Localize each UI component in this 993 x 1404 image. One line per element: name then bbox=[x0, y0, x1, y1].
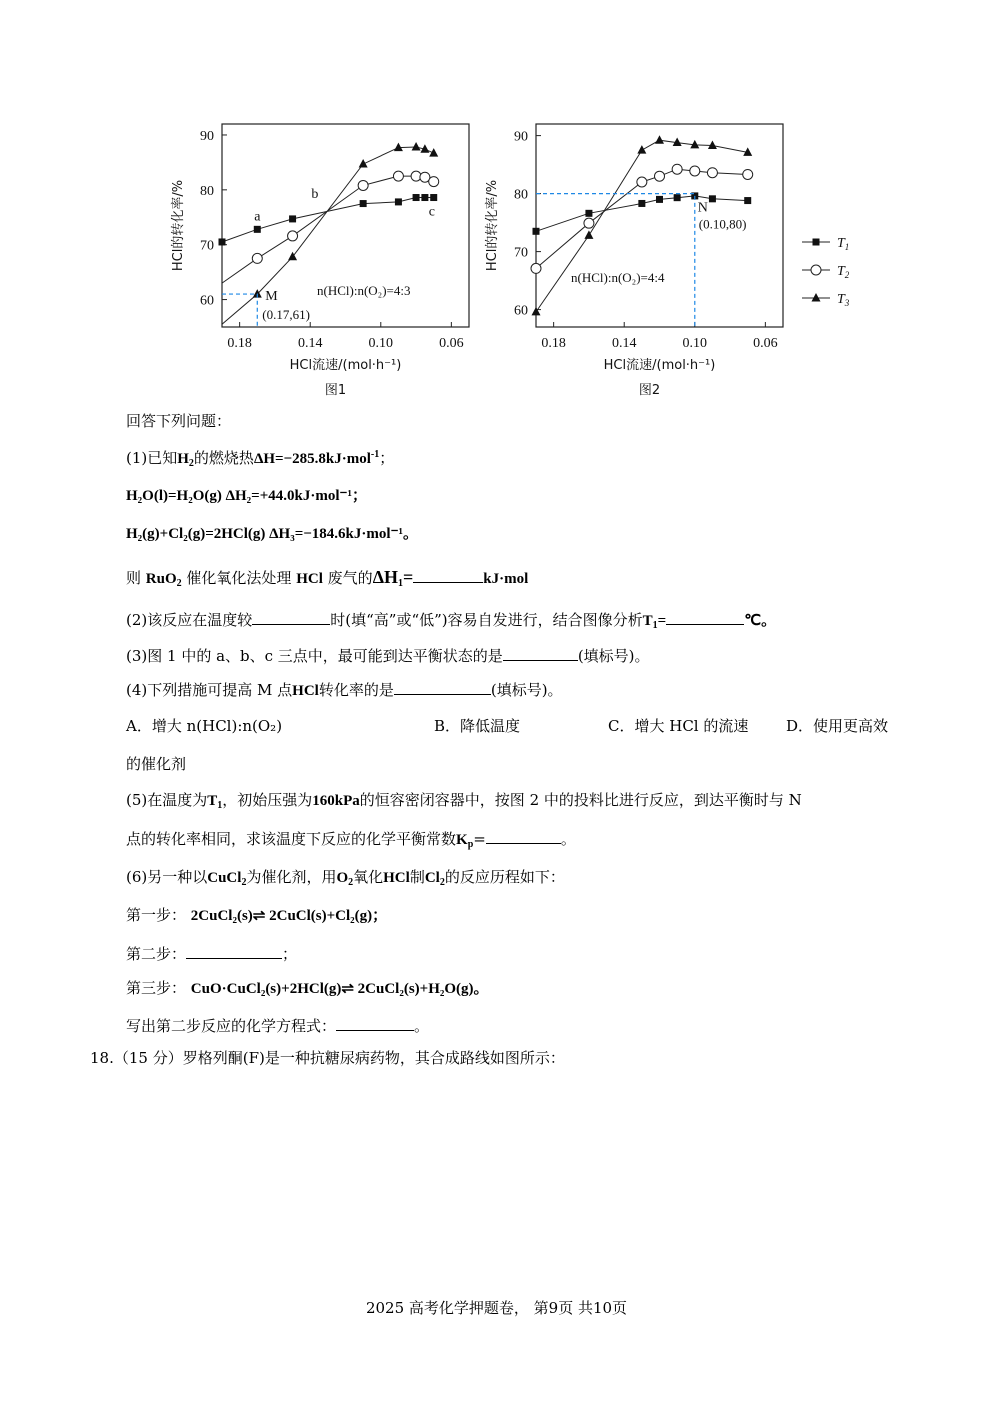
answer-blank-dh1[interactable] bbox=[413, 566, 483, 583]
answer-blank-q4[interactable] bbox=[394, 678, 491, 695]
data-point-T2 bbox=[672, 164, 682, 174]
data-point-T2 bbox=[690, 166, 700, 176]
data-point-T2 bbox=[531, 263, 541, 273]
y-tick-label: 80 bbox=[200, 183, 214, 199]
y-tick-label: 90 bbox=[514, 129, 528, 145]
step-3: 第三步： CuO·CuCl₂(s)+2HCl(g)⇌ 2CuCl₂(s)+H₂O(g)。 bbox=[126, 979, 489, 997]
data-point-T1 bbox=[219, 238, 226, 245]
option-b: B．降低温度 bbox=[434, 717, 521, 735]
point-label-c: c bbox=[428, 204, 435, 220]
data-point-T2 bbox=[743, 169, 753, 179]
point-label-a: a bbox=[254, 209, 261, 225]
data-point-T2 bbox=[358, 180, 368, 190]
question-1-ask: 则 RuO$_2$ 催化氧化法处理 HCl 废气的$\Delta H_1= kJ\cdot mol$ bbox=[126, 567, 529, 589]
data-point-T1 bbox=[289, 215, 296, 222]
question-6: (6)另一种以CuCl$_2$为催化剂，用$O_2$氧化HCl制$Cl_2$的反应历程如下： bbox=[126, 868, 565, 888]
y-axis-label: HCl的转化率/% bbox=[485, 179, 500, 272]
x-axis-label: HCl流速/(mol·h⁻¹) bbox=[289, 358, 402, 373]
legend-label-T1: $T_1$ bbox=[837, 236, 850, 252]
x-axis-label: HCl流速/(mol·h⁻¹) bbox=[603, 358, 716, 373]
y-tick-label: 60 bbox=[514, 303, 528, 319]
figure-caption: 图2 bbox=[638, 383, 661, 398]
options-row bbox=[126, 715, 889, 737]
data-point-T2 bbox=[584, 218, 594, 228]
data-point-T1 bbox=[744, 197, 751, 204]
data-point-T2 bbox=[429, 177, 439, 187]
data-point-T1 bbox=[585, 210, 592, 217]
option-d: D．使用更高效 bbox=[786, 717, 889, 735]
page-footer: 2025 高考化学押题卷， 第9页 共10页 bbox=[365, 1299, 628, 1317]
question-5-cont: 点的转化率相同，求该温度下反应的化学平衡常数$K_p=$ 。 bbox=[126, 827, 576, 851]
question-18: 18.（15 分）罗格列酮(F)是一种抗糖尿病药物，其合成路线如图所示： bbox=[90, 1049, 565, 1067]
x-tick-label: 0.18 bbox=[227, 336, 252, 351]
answer-blank-temp[interactable] bbox=[252, 608, 330, 625]
question-4: (4)下列措施可提高 M 点HCl转化率的是 (填标号)。 bbox=[126, 678, 563, 702]
data-point-T2 bbox=[637, 177, 647, 187]
answer-blank-kp[interactable] bbox=[486, 827, 561, 844]
y-tick-label: 70 bbox=[200, 238, 214, 254]
step-2: 第二步： ； bbox=[126, 942, 297, 965]
y-axis-label: HCl的转化率/% bbox=[171, 179, 186, 272]
point-label-b: b bbox=[311, 186, 319, 202]
data-point-T1 bbox=[638, 200, 645, 207]
option-a: A．增大 n(HCl):n(O₂) bbox=[126, 717, 283, 735]
data-point-T2 bbox=[655, 171, 665, 181]
y-tick-label: 80 bbox=[514, 187, 528, 203]
charts-svg bbox=[162, 114, 862, 406]
data-point-T1 bbox=[656, 196, 663, 203]
answer-blank-t1[interactable] bbox=[666, 608, 744, 625]
question-2: (2)该反应在温度较 时(填“高”或“低”)容易自发进行，结合图像分析$T_1=$ ℃。 bbox=[126, 608, 776, 632]
ratio-label: n(HCl):n(O₂)=4:3 bbox=[317, 283, 411, 298]
data-point-T1 bbox=[395, 198, 402, 205]
question-1: (1)已知$H_2$的燃烧热ΔH=−285.8kJ·mol$^{-1}$； bbox=[126, 449, 395, 469]
point-label-n: N bbox=[697, 200, 708, 216]
option-d-cont: 的催化剂 bbox=[126, 755, 187, 773]
step-1: 第一步： 2CuCl₂(s)⇌ 2CuCl(s)+Cl₂(g)； bbox=[126, 906, 388, 924]
question-6-ask: 写出第二步反应的化学方程式： 。 bbox=[126, 1014, 429, 1037]
y-tick-label: 90 bbox=[200, 128, 214, 144]
equation-3: H₂(g)+Cl₂(g)=2HCl(g) ΔH₃=−184.6kJ·mol⁻¹。 bbox=[126, 526, 418, 542]
point-label-m: M bbox=[265, 289, 278, 305]
data-point-T1 bbox=[254, 226, 261, 233]
question-5: (5)在温度为$T_1$，初始压强为160kPa的恒容密闭容器中，按图 2 中的投料比进行反应，到达平衡时与 N bbox=[126, 791, 802, 811]
x-tick-label: 0.06 bbox=[439, 336, 464, 351]
data-point-T1 bbox=[421, 194, 428, 201]
y-tick-label: 60 bbox=[200, 293, 214, 309]
data-point-T1 bbox=[709, 195, 716, 202]
equation-2: H₂O(l)=H₂O(g) ΔH₂=+44.0kJ·mol⁻¹； bbox=[126, 488, 367, 504]
x-tick-label: 0.10 bbox=[682, 336, 708, 351]
legend-label-T2: $T_2$ bbox=[837, 264, 850, 280]
data-point-T2 bbox=[707, 168, 717, 178]
x-tick-label: 0.06 bbox=[753, 336, 778, 351]
data-point-T2 bbox=[288, 231, 298, 241]
legend-marker-T1 bbox=[813, 239, 820, 246]
x-tick-label: 0.14 bbox=[297, 336, 323, 351]
question-3: (3)图 1 中的 a、b、c 三点中，最可能到达平衡状态的是 (填标号)。 bbox=[126, 644, 650, 667]
legend-label-T3: $T_3$ bbox=[837, 292, 850, 308]
answer-blank-q6[interactable] bbox=[336, 1014, 414, 1031]
point-coords-n: (0.10,80) bbox=[698, 216, 747, 232]
data-point-T2 bbox=[252, 253, 262, 263]
data-point-T1 bbox=[413, 194, 420, 201]
point-coords-m: (0.17,61) bbox=[262, 307, 310, 323]
figure-caption: 图1 bbox=[324, 383, 347, 398]
data-point-T1 bbox=[430, 194, 437, 201]
ratio-label: n(HCl):n(O₂)=4:4 bbox=[571, 270, 665, 285]
x-tick-label: 0.14 bbox=[611, 336, 637, 351]
figure-background bbox=[162, 114, 862, 406]
data-point-T1 bbox=[674, 194, 681, 201]
x-tick-label: 0.18 bbox=[541, 336, 566, 351]
legend-marker-T2 bbox=[811, 265, 821, 275]
option-c: C．增大 HCl 的流速 bbox=[608, 717, 749, 735]
answer-blank-step2[interactable] bbox=[186, 942, 282, 959]
x-tick-label: 0.10 bbox=[368, 336, 394, 351]
y-tick-label: 70 bbox=[514, 245, 528, 261]
answer-blank-q3[interactable] bbox=[503, 644, 578, 661]
data-point-T1 bbox=[533, 228, 540, 235]
data-point-T2 bbox=[393, 171, 403, 181]
figure-area bbox=[162, 114, 862, 406]
intro-text: 回答下列问题： bbox=[126, 412, 232, 430]
data-point-T1 bbox=[360, 200, 367, 207]
